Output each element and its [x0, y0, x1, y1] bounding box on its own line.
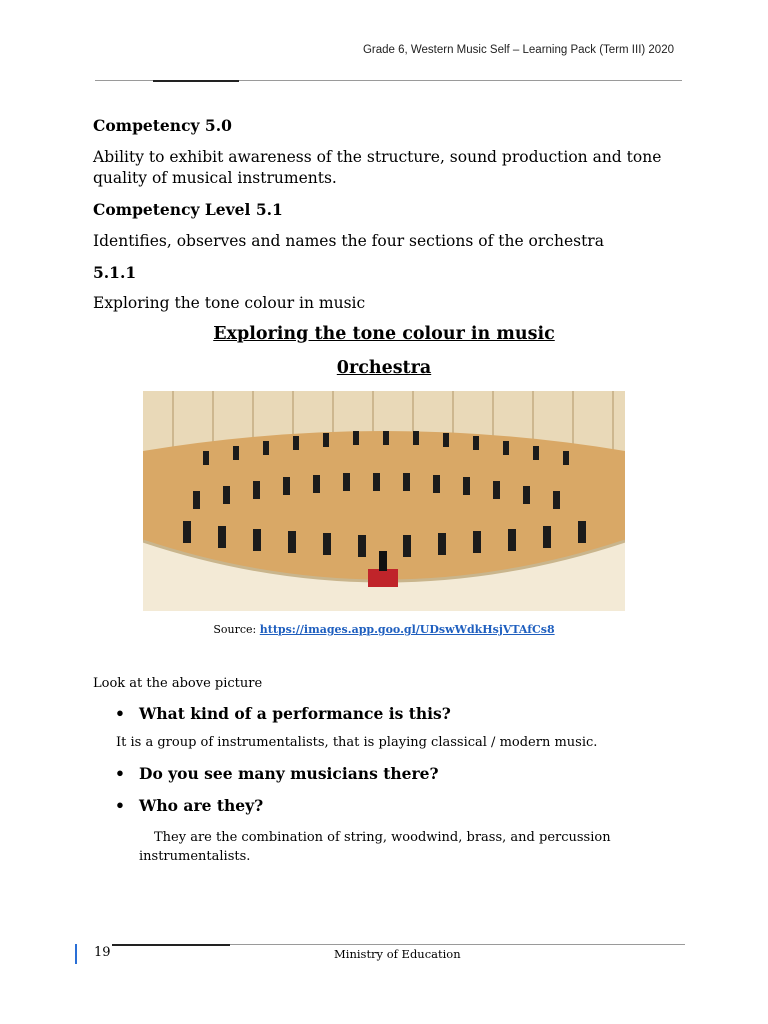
- footer-accent-bar: [75, 944, 77, 964]
- question-1: [115, 704, 451, 723]
- competency-text: Ability to exhibit awareness of the structure, sound production and tone quality of musical instruments.: [93, 148, 662, 187]
- answer-3: They are the combination of string, woodwind, brass, and percussion instrumentalists.: [139, 830, 611, 864]
- section-number: 5.1.1: [93, 263, 137, 282]
- source-link[interactable]: https://images.app.goo.gl/UDswWdkHsjVTAfCs8: [259, 623, 555, 636]
- question-3: [115, 796, 263, 815]
- competency-level-text: Identifies, observes and names the four sections of the orchestra: [93, 232, 604, 250]
- competency-heading: Competency 5.0: [93, 116, 232, 135]
- bullet-dot-icon: •: [115, 796, 125, 815]
- footer-ministry: Ministry of Education: [334, 947, 461, 961]
- answer-1: It is a group of instrumentalists, that is playing classical / modern music.: [116, 735, 598, 750]
- orchestra-illustration: [143, 391, 625, 611]
- question-1-text: What kind of a performance is this?: [139, 704, 451, 723]
- page-number: 19: [94, 945, 111, 960]
- question-2-text: Do you see many musicians there?: [139, 764, 439, 783]
- question-3-text: Who are they?: [139, 796, 264, 815]
- competency-level-heading: Competency Level 5.1: [93, 200, 283, 219]
- page-subtitle: 0rchestra: [336, 358, 432, 378]
- orchestra-photo: [143, 391, 625, 611]
- bullet-dot-icon: •: [115, 704, 125, 723]
- look-instruction: Look at the above picture: [93, 676, 263, 691]
- page-header: Grade 6, Western Music Self – Learning Pack (Term III) 2020: [362, 44, 674, 56]
- page-title: Exploring the tone colour in music: [213, 324, 555, 344]
- header-rule-accent: [153, 80, 239, 82]
- section-text: Exploring the tone colour in music: [93, 294, 366, 312]
- bullet-dot-icon: •: [115, 764, 125, 783]
- caption-label: Source:: [213, 623, 257, 636]
- question-2: [115, 764, 439, 783]
- image-caption: [0, 623, 768, 636]
- footer-rule-accent: [112, 944, 230, 946]
